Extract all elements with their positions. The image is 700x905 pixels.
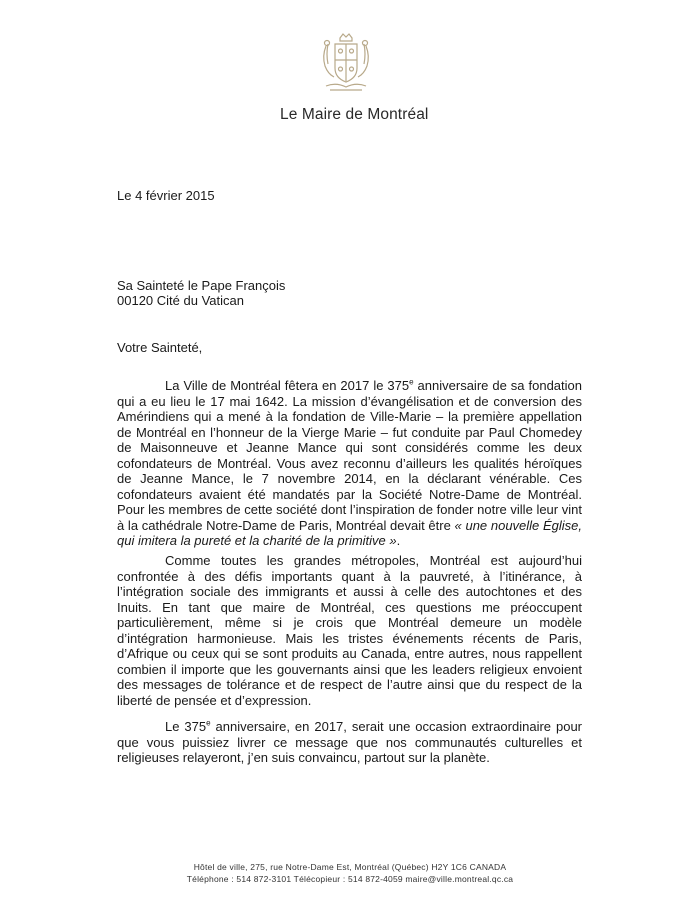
paragraph-1 — [117, 378, 582, 549]
letterhead-title: Le Maire de Montréal — [280, 106, 429, 123]
footer-contact: Téléphone : 514 872-3101 Télécopieur : 514 872-4059 maire@ville.montreal.qc.ca — [186, 874, 514, 884]
footer-address: Hôtel de ville, 275, rue Notre-Dame Est, Montréal (Québec) H2Y 1C6 CANADA — [193, 862, 507, 872]
recipient-address — [117, 278, 285, 308]
paragraph-1-end: . — [396, 533, 401, 548]
letter-date: Le 4 février 2015 — [117, 188, 215, 203]
paragraph-1-start: La Ville de Montréal fêtera en 2017 le 375 — [165, 378, 410, 393]
recipient-name: Sa Sainteté le Pape François — [117, 278, 286, 293]
paragraph-1-body: anniversaire de sa fondation qui a eu lieu le 17 mai 1642. La mission d’évangélisation et de conversion des Amérindiens qui a mené à la fondation de Ville-Marie – la première appellation de Montréal en l’honneur de la Vierge Marie – fut conduite par Paul Chomedey de Maisonneuve et Jeanne Mance qui sont considérés comme les deux cofondateurs de Montréal. Vous avez reconnu d’ailleurs les qualités héroïques de Jeanne Mance, le 7 novembre 2014, en la déclarant vénérable. Ces cofondateurs avaient été mandatés par la Société Notre-Dame de Montréal. Pour les membres de cette société dont l’inspiration de fonder notre ville leur vint à la cathédrale Notre-Dame de Paris, Montréal devait être — [117, 378, 583, 533]
ordinal-suffix: e — [409, 377, 414, 387]
paragraph-3 — [117, 719, 582, 766]
ordinal-suffix: e — [206, 718, 211, 728]
paragraph-3-start: Le 375 — [165, 719, 207, 734]
paragraph-3-body: anniversaire, en 2017, serait une occasion extraordinaire pour que vous puissiez livrer ce message que nos communautés culturelles et religieuses relayeront, j’en suis convaincu, partout sur la planète. — [117, 719, 583, 765]
paragraph-1-quote: « une nouvelle Église, qui imitera la pureté et la charité de la primitive » — [117, 517, 583, 548]
paragraph-2-text: Comme toutes les grandes métropoles, Montréal est aujourd’hui confrontée à des défis importants quant à la pauvreté, à l’itinérance, à l’intégration sociale des immigrants et aussi à celle des autochtones et des Inuits. En tant que maire de Montréal, ces questions me préoccupent particulièrement, même si je crois que Montréal demeure un modèle d’intégration harmonieuse. Mais les tristes événements récents de Paris, d’Afrique ou ceux qui se sont produits au Canada, entre autres, nous rappellent combien il importe que les gouvernants ainsi que les leaders religieux envoient des messages de tolérance et de respect de l’autre ainsi que du respect de la liberté de pensée et d’expression. — [117, 553, 582, 708]
salutation: Votre Sainteté, — [117, 340, 203, 355]
montreal-coat-of-arms-icon — [318, 32, 374, 94]
paragraph-2 — [117, 553, 582, 708]
recipient-location: 00120 Cité du Vatican — [117, 293, 244, 308]
